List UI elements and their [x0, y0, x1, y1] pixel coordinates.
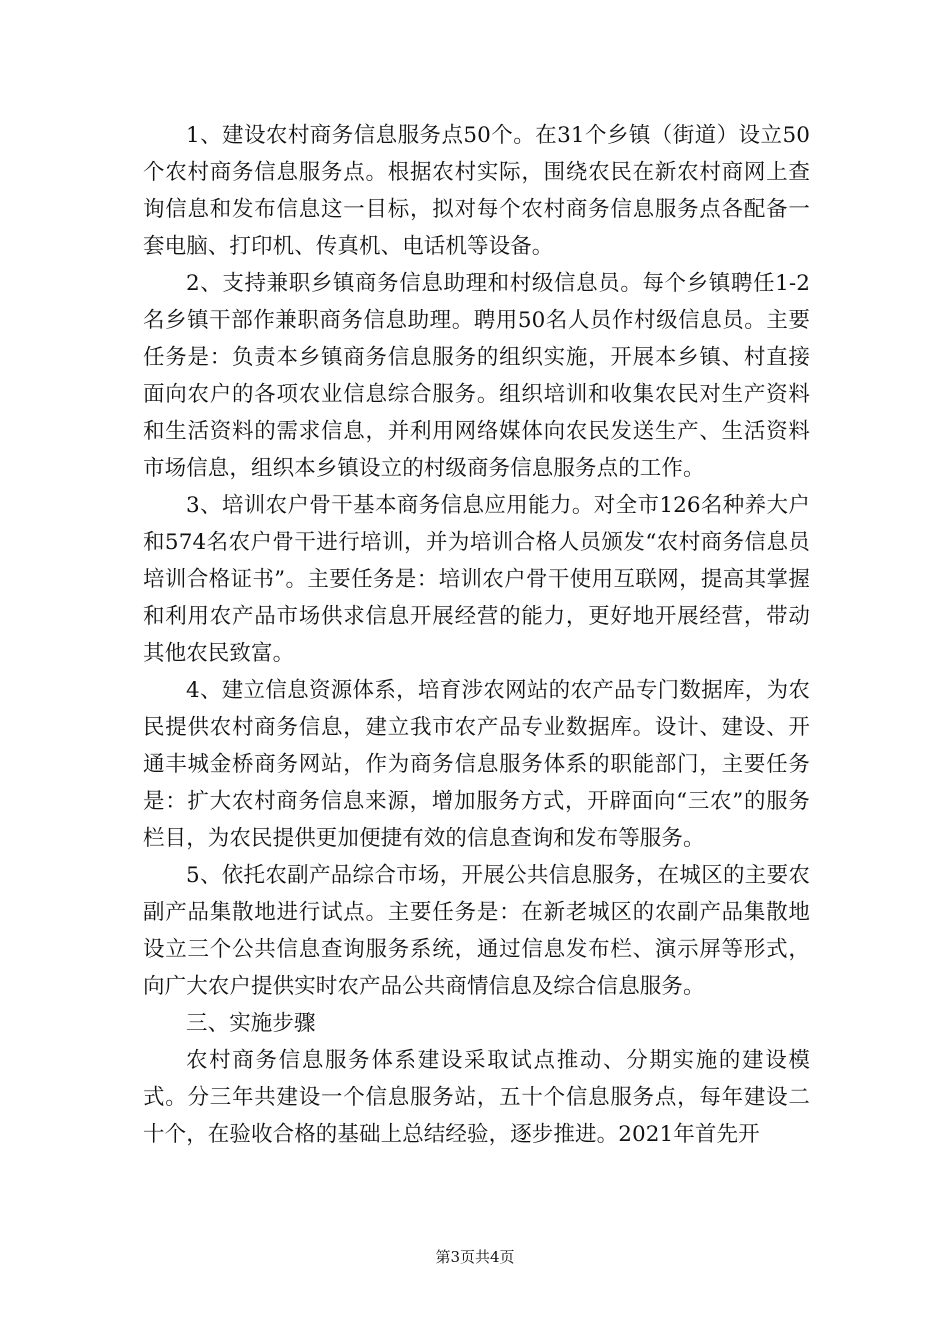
paragraph-item-1: 1、建设农村商务信息服务点50个。在31个乡镇（街道）设立50个农村商务信息服务点。根据农村实际，围绕农民在新农村商网上查询信息和发布信息这一目标，拟对每个农村商务信息服务点各配备一套电脑、打印机、传真机、电话机等设备。 — [143, 123, 810, 259]
section-heading: 三、实施步骤 — [186, 1011, 316, 1036]
page-number-footer: 第3页共4页 — [435, 1248, 515, 1266]
paragraph-item-3: 3、培训农户骨干基本商务信息应用能力。对全市126名种养大户和574名农户骨干进行培训，并为培训合格人员颁发“农村商务信息员培训合格证书”。主要任务是：培训农户骨干使用互联网，提高其掌握和利用农产品市场供求信息开展经营的能力，更好地开展经营，带动其他农民致富。 — [143, 493, 810, 666]
document-body — [143, 117, 810, 1153]
paragraph-item-5: 5、依托农副产品综合市场，开展公共信息服务，在城区的主要农副产品集散地进行试点。主要任务是：在新老城区的农副产品集散地设立三个公共信息查询服务系统，通过信息发布栏、演示屏等形式，向广大农户提供实时农产品公共商情信息及综合信息服务。 — [143, 863, 810, 999]
paragraph-item-4: 4、建立信息资源体系，培育涉农网站的农产品专门数据库，为农民提供农村商务信息，建立我市农产品专业数据库。设计、建设、开通丰城金桥商务网站，作为商务信息服务体系的职能部门，主要任务是：扩大农村商务信息来源，增加服务方式，开辟面向“三农”的服务栏目，为农民提供更加便捷有效的信息查询和发布等服务。 — [143, 678, 810, 851]
paragraph-implementation: 农村商务信息服务体系建设采取试点推动、分期实施的建设模式。分三年共建设一个信息服务站，五十个信息服务点，每年建设二十个，在验收合格的基础上总结经验，逐步推进。2021年首先开 — [143, 1048, 810, 1147]
paragraph-item-2: 2、支持兼职乡镇商务信息助理和村级信息员。每个乡镇聘任1-2名乡镇干部作兼职商务信息助理。聘用50名人员作村级信息员。主要任务是：负责本乡镇商务信息服务的组织实施，开展本乡镇、村直接面向农户的各项农业信息综合服务。组织培训和收集农民对生产资料和生活资料的需求信息，并利用网络媒体向农民发送生产、生活资料市场信息，组织本乡镇设立的村级商务信息服务点的工作。 — [143, 271, 810, 481]
